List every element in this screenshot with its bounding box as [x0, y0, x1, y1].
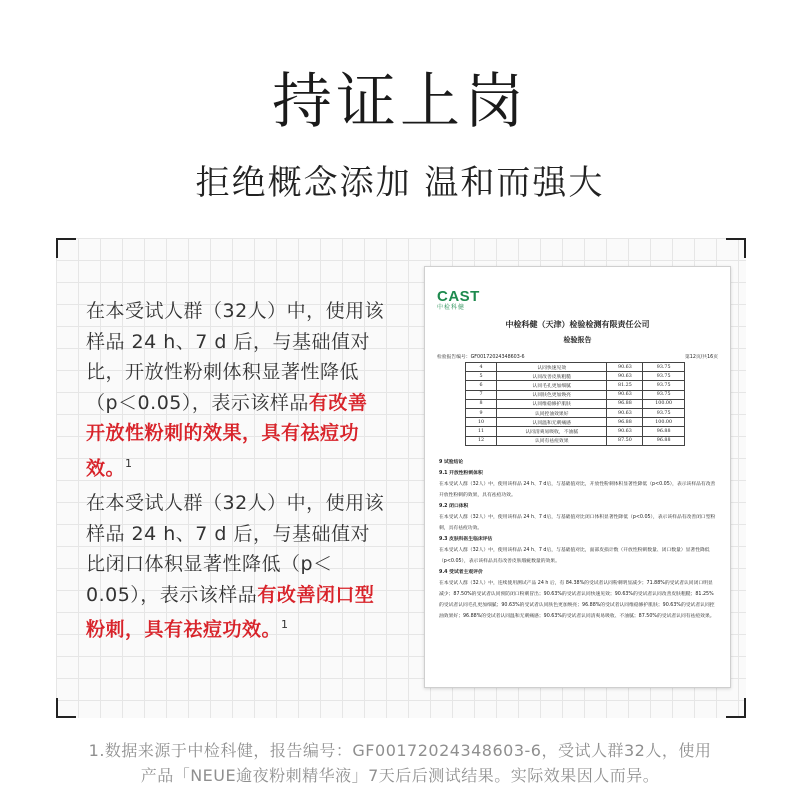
claim-open-comedone [86, 296, 386, 483]
table-row: 9 认同控油效果好 90.63 93.75 [466, 408, 685, 417]
table-row: 7 认同肤色更加焕亮 90.63 93.75 [466, 390, 685, 399]
report-page: 第12页/共16页 [684, 355, 718, 360]
report-table [465, 362, 685, 446]
claim-text: 在本受试人群（32人）中，使用该样品 24 h、7 d 后，与基础值对比，开放性粉刺体积显著性降低（p＜0.05），表示该样品 [86, 300, 385, 414]
footnote-line: 1.数据来源于中检科健，报告编号：GF00172024348603-6，受试人群32人，使用 [88, 741, 712, 760]
corner-mark [726, 238, 746, 258]
table-row: 12 认同有祛痘效果 87.50 96.88 [466, 436, 685, 445]
evidence-panel [56, 238, 746, 718]
page-title: 持证上岗 [272, 67, 528, 137]
table-row: 4 认同快速见效 90.63 93.75 [466, 363, 685, 372]
corner-mark [56, 238, 76, 258]
report-org: 中检科健（天津）检验检测有限责任公司 [505, 320, 650, 329]
table-row: 5 认同改善皮肤粗糙 90.63 93.75 [466, 372, 685, 381]
footnote-ref: 1 [125, 456, 133, 470]
table-row: 6 认同毛孔更加细腻 81.25 93.75 [466, 381, 685, 390]
footnote-ref: 1 [281, 618, 289, 631]
page-subtitle: 拒绝概念添加 温和而强大 [195, 163, 605, 203]
table-row: 11 认同清爽易吸收，不油腻 90.63 96.88 [466, 427, 685, 436]
table-row: 10 认同温和无刺痛感 96.88 100.00 [466, 418, 685, 427]
report-title: 检验报告 [563, 336, 592, 344]
claim-highlight: 有改善闭口型粉刺，具有祛痘功效。 [86, 583, 375, 641]
report-meta [437, 353, 718, 360]
footnote-line: 产品「NEUE逾夜粉刺精华液」7天后后测试结果。实际效果因人而异。 [140, 766, 660, 785]
table-row: 8 认同维稳修护肌肤 96.88 100.00 [466, 399, 685, 408]
claim-closed-comedone [86, 488, 386, 645]
claim-highlight: 有改善开放性粉刺的效果，具有祛痘功效。 [86, 391, 368, 479]
claim-text: 在本受试人群（32人）中，使用该样品 24 h、7 d 后，与基础值对比闭口体积显著性降低（p＜0.05），表示该样品 [86, 492, 385, 606]
test-report-document [424, 266, 731, 688]
corner-mark [726, 698, 746, 718]
cast-logo: CAST 中检科健 [437, 288, 480, 311]
corner-mark [56, 698, 76, 718]
footnote [40, 738, 760, 788]
report-number: 检验报告编号：GF00172024348603-6 [437, 355, 525, 360]
report-conclusion: 9 试验结论 9.1 开放性粉刺体积 在本受试人群（32人）中，使用该样品 24 h、7 d后，与基础值对比，开放性粉刺体积显著性降低（p<0.05），表示该样品有改善开放性粉刺的效果，具有祛痘功效。 9.2 闭口体积 在本受试人群（32人）中，使用该样品 24 h、7 d后，与基础值对比闭口体积显著性降低（p<0.05），表示该样品有改善闭口型粉刺，具有祛痘功效。 9.3 皮肤科医生临床评估 在本受试人群（32人）中，使用该样品 24 h、7 d后，与基础值对比，面部皮损计数（开放性粉刺数量、闭口数量）显著性降低（p<0.05），表示该样品具有改善皮肤瑕疵数量的效果。 9.4 受试者主观评价 在本受试人群（32人）中，连续使用测试产品 24 h 后，有 84.38%的受试者认同粉刺明显减少；71.88%的受试者认同闭口明显减少；87.50%的受试者认同预防闭口粉刺冒出；90.63%的受试者认同快速见效；90.63%的受试者认同改善皮肤粗糙；81.25%的受试者认同毛孔更加细腻；90.63%的受试者认同肤色更加焕亮；96.88%的受试者认同维稳修护肌肤；90.63%的受试者认同控油效果好；96.88%的受试者认同温和无刺痛感；90.63%的受试者认同清爽易吸收、不油腻；87.50%的受试者认同有祛痘效果。 [439, 460, 716, 619]
